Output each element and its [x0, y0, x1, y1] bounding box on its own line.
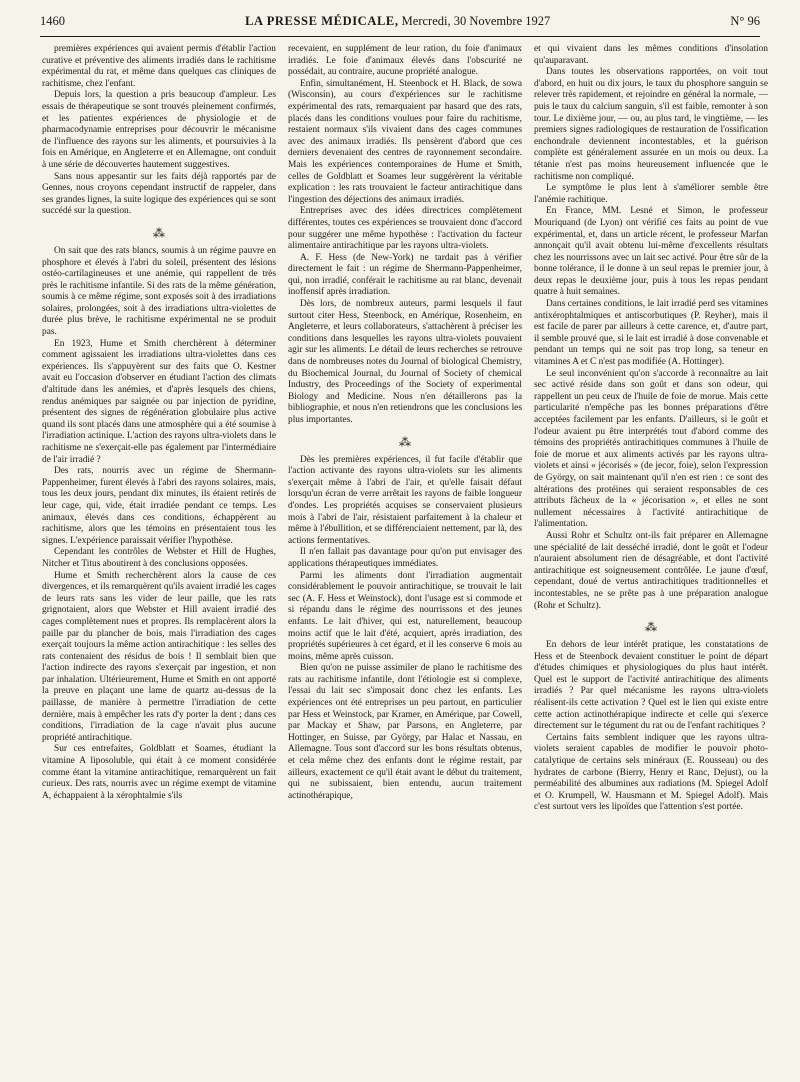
paragraph: Bien qu'on ne puisse assimiler de plano le rachitisme des rats au rachitisme infantile, dont l'étiologie est si complexe, l'essai du lait sec s'imposait donc chez les enfants. Les expériences ont été entreprises un peu partout, en particulier par Hess et Weinstock, par Kramer, en Amérique, par Cowell, par Mackay et Shaw, par Parsons, en Angleterre, par Hottinger, en Suisse, par György, par Halac et Nassau, en Allemagne. Tous sont d'accord sur les bons résultats obtenus, et cela même chez des enfants dont le régime restait, par ailleurs, exactement ce qu'il était avant le début du traitement, qui ne subissaient, bien entendu, aucun traitement actinothérapique, [288, 663, 522, 801]
paragraph: Aussi Rohr et Schultz ont-ils fait préparer en Allemagne une spécialité de lait desséché irradié, dont le goût et l'odeur n'auraient absolument rien de désagréable, et dont l'activité antirachitique est soigneusement contrôlée. Le jaune d'œuf, cependant, doué de vertus antirachitiques traditionnelles et incontestables, ne se prête pas à une préparation analogue (Rohr et Schultz). [534, 530, 768, 611]
paragraph: A. F. Hess (de New-York) ne tardait pas à vérifier directement le fait : un régime de Shermann-Pappenheimer, qui, non irradié, conférait le rachitisme au rat blanc, devenait inoffensif après irradiation. [288, 252, 522, 298]
column-middle [288, 44, 522, 1072]
section-separator: ⁂ [399, 434, 411, 449]
column-left [42, 44, 276, 1072]
paragraph: En dehors de leur intérêt pratique, les constatations de Hess et de Steenbock devaient constituer le point de départ d'études chimiques et physiologiques du plus haut intérêt. Quel est le support de l'activité antirachitique des aliments irradiés ? Par quel mécanisme les rayons ultra-violets réalisent-ils cette activation ? Quel est le lien qui existe entre cette action actinothérapique indirecte et celle qui s'exerce directement sur le tégument du rat ou de l'enfant rachitiques ? [534, 640, 768, 732]
section-separator: ⁂ [153, 225, 165, 240]
column-right [534, 44, 768, 1072]
paragraph: Hume et Smith recherchèrent alors la cause de ces divergences, et ils remarquèrent qu'ils avaient irradié les cages de leurs rats sans les vider de leur paille, que les rats grignotaient, alors que Webster et Hill avaient irradié des cages complètement nues et propres. Ils remplacèrent alors la paille par du plancher de bois, mais l'irradiation des cages exerçait toujours la même action antirachitique : les selles des rats contenaient des résidus de bois ! Il semblait bien que l'action indirecte des rayons s'exerçait par ingestion, et non par inhalation. Ultérieurement, Hume et Smith en ont apporté la preuve en plaçant une lame de quartz au-dessus de la paillasse, de manière à permettre l'irradiation de cette dernière, mais à empêcher les rats d'y porter la dent ; dans ces conditions, l'irradiation de la cage n'avait plus aucune propriété antirachitique. [42, 570, 276, 743]
paragraph: Dans toutes les observations rapportées, on voit tout d'abord, en huit ou dix jours, le taux du phosphore sanguin se relever très rapidement, et rejoindre en général la normale, — puis le taux du calcium sanguin, s'il est faible, remonter à son tour. Le dixième jour, — ou, au plus tard, le vingtième, — les premiers signes radiologiques de restauration de l'ossification enchondrale deviennent incontestables, et la guérison complète est généralement assurée en un mois ou deux. La tétanie n'est pas moins heureusement influencée que le rachitisme non compliqué. [534, 67, 768, 182]
paragraph: En 1923, Hume et Smith cherchèrent à déterminer comment agissaient les irradiations ultra-violettes dans ces expériences. Ils s'appuyèrent sur des faits que O. Kestner avait eu l'occasion d'observer en étudiant l'action des climats d'altitude dans les anémies, et d'après lesquels des chiens, rendus anémiques par saignée ou par injection de pyridine, présentent des signes de régénération globulaire plus active quand ils sont placés dans une atmosphère qui a été soumise à l'irradiation actinique. L'action des rayons ultra-violets dans le rachitisme ne s'exerçait-elle pas également par l'intermédiaire de l'air irradié ? [42, 338, 276, 465]
paragraph: et qui vivaient dans les mêmes conditions d'insolation qu'auparavant. [534, 44, 768, 66]
page-number: 1460 [40, 14, 65, 28]
paragraph: Parmi les aliments dont l'irradiation augmentait considérablement le pouvoir antirachitique, se trouvait le lait sec (A. F. Hess et Weinstock), dont l'usage est si commode et si répandu dans le régime des nourrissons et des jeunes enfants. Le lait d'hiver, qui est, naturellement, beaucoup moins actif que le lait d'été, acquiert, après irradiation, des propriétés supérieures à cet égard, et il les conserve 6 mois au moins, même après cuisson. [288, 570, 522, 662]
paragraph: Depuis lors, la question a pris beaucoup d'ampleur. Les essais de thérapeutique se sont trouvés pleinement confirmés, et les patientes expériences de physiologie et de pharmacodynamie entreprises pour découvrir le mécanisme de l'influence des rayons sur les aliments, et poursuivies à la fois en Amérique, en Angleterre et en Allemagne, ont conduit à une série de découvertes hautement suggestives. [42, 90, 276, 170]
paragraph: Dès les premières expériences, il fut facile d'établir que l'action activante des rayons ultra-violets sur les aliments s'exerçait même à l'abri de l'air, et qu'elle faisait défaut lorsqu'un écran de verre arrêtait les rayons de faible longueur d'ondes. Les propriétés acquises se conservaient plusieurs mois à l'abri de l'air, résistaient parfaitement à la chaleur et même à l'ébullition, et se différenciaient nettement, par là, des actions fermentatives. [288, 454, 522, 546]
paragraph: En France, MM. Lesné et Simon, le professeur Mouriquand (de Lyon) ont vérifié ces faits au point de vue expérimental, et, dans un article récent, le professeur Marfan annonçait qu'il avait obtenu lui-même d'excellents résultats chez les nourrissons avec un lait sec activé. Pour être sûr de la bonne tolérance, il le donne à un seul repas le premier jour, à deux repas le deuxième jour, puis à tous les repas pendant quatre à huit semaines. [534, 206, 768, 298]
section-separator: ⁂ [645, 620, 657, 635]
paragraph: Entreprises avec des idées directrices complètement différentes, toutes ces expériences se trouvaient donc d'accord pour suggérer une même hypothèse : l'activation du facteur alimentaire antirachitique par les rayons ultra-violets. [288, 206, 522, 252]
paragraph: Dans certaines conditions, le lait irradié perd ses vitamines antixérophtalmiques et antiscorbutiques (P. Reyher), mais il est facile de parer par ailleurs à cette carence, et, d'autre part, il semble prouvé que, si le lait est irradié à dose convenable et pendant un temps qui ne soit pas trop long, sa teneur en vitamines A et C n'est pas modifiée (A. Hottinger). [534, 299, 768, 368]
paragraph: Enfin, simultanément, H. Steenbock et H. Black, de sowa (Wisconsin), au cours d'expériences sur le rachitisme expérimental des rats, remarquaient par hasard que des rats, placés dans les conditions voulues pour faire du rachitisme, restaient normaux s'ils vivaient dans des cages communes avec des animaux irradiés. Ils pensèrent d'abord que ces derniers devenaient des centres de rayonnement secondaire. Mais les expériences contemporaines de Hume et Smith, celles de Goldblatt et Soames leur suggérèrent la véritable explication : les rats trouvaient le facteur antirachitique dans l'ingestion des déjections des animaux irradiés. [288, 78, 522, 205]
paragraph: On sait que des rats blancs, soumis à un régime pauvre en phosphore et élevés à l'abri du soleil, présentent des lésions ostéo-cartilagineuses et une anémie, qui rappellent de très près le rachitisme infantile. Si des rats de la même génération, soumis à ce même régime, sont exposés soit à des irradiations solaires, prolongées, soit à des irradiations ultra-violettes de durée plus brève, le rachitisme expérimental ne se produit pas. [42, 245, 276, 338]
journal-title: LA PRESSE MÉDICALE, [245, 14, 399, 28]
paragraph: Cependant les contrôles de Webster et Hill de Hughes, Nitcher et Titus aboutirent à des conclusions opposées. [42, 547, 276, 569]
paragraph: Le seul inconvénient qu'on s'accorde à reconnaître au lait sec activé réside dans son goût et dans son odeur, qui rappellent un peu ceux de l'huile de foie de morue. Mais cette particularité n'empêche pas les bonnes préparations d'être acceptées facilement par les enfants. D'ailleurs, si le goût et l'odeur avaient pu être interprétés tout d'abord comme des témoins des propriétés antirachitiques communes à l'huile de foie de morue et aux aliments activés par les rayons ultra-violets et ainsi « jécorisés » (de jecor, foie), selon l'expression de György, on sait maintenant qu'il n'en est rien : ce sont des altérations des protéines qui seraient responsables de ces attributs fâcheux de la « jécorisation », et elles ne sont nullement nécessaires à l'activité antirachitique de l'alimentation. [534, 368, 768, 530]
paragraph: recevaient, en supplément de leur ration, du foie d'animaux irradiés. Le foie d'animaux élevés dans l'obscurité ne possédait, au contraire, aucune propriété analogue. [288, 44, 522, 78]
issue-date: Mercredi, 30 Novembre 1927 [401, 14, 551, 28]
paragraph: Dès lors, de nombreux auteurs, parmi lesquels il faut surtout citer Hess, Steenbock, en Amérique, Rosenheim, en Angleterre, et leurs collaborateurs, s'attachèrent à préciser les conditions dans lesquelles les rayons ultra-violets pouvaient agir sur les aliments. Le détail de leurs recherches se retrouve dans de nombreuses notes du Journal of biological Chemistry, du Biochemical Journal, du Journal of Society of chemical Industry, des Proceedings of the Society of experimental Biology and Medicine. Nous n'en détaillerons pas la bibliographie, et nous n'en retiendrons que les conclusions les plus importantes. [288, 299, 522, 425]
paragraph: premières expériences qui avaient permis d'établir l'action curative et préventive des aliments irradiés dans le rachitisme expérimental du rat, et même dans quelques cas cliniques de rachitisme, chez l'enfant. [42, 44, 276, 89]
paragraph: Il n'en fallait pas davantage pour qu'on put envisager des applications thérapeutiques immédiates. [288, 547, 522, 569]
journal-title-line [245, 14, 550, 29]
text-columns [42, 44, 768, 1072]
paragraph: Sans nous appesantir sur les faits déjà rapportés par de Gennes, nous croyons cependant instructif de rappeler, dans ses grandes lignes, la suite logique des expériences qui se sont succédé sur la question. [42, 171, 276, 217]
page-header [40, 14, 760, 34]
paragraph: Le symptôme le plus lent à s'améliorer semble être l'anémie rachitique. [534, 183, 768, 205]
header-rule [40, 36, 760, 37]
paragraph: Sur ces entrefaites, Goldblatt et Soames, étudiant la vitamine A liposoluble, qui était à ce moment considérée comme étant la vitamine antirachitique, remarquèrent un fait curieux. Des rats, nourris avec un régime exempt de vitamine A, échappaient à la xérophtalmie s'ils [42, 744, 276, 801]
issue-number: N° 96 [730, 14, 760, 28]
paragraph: Des rats, nourris avec un régime de Shermann-Pappenheimer, furent élevés à l'abri des rayons solaires, mais, tous les deux jours, pendant dix minutes, ils étaient retirés de leur cage, qui, vide, était irradiée pendant ce temps. Les animaux, élevés dans ces conditions, échappèrent au rachitisme, alors que les témoins en présentaient tous les signes. L'expérience paraissait vérifier l'hypothèse. [42, 466, 276, 546]
paragraph: Certains faits semblent indiquer que les rayons ultra-violets seraient capables de modifier le pouvoir photo-catalytique de certains sels minéraux (E. Rousseau) ou des hydrates de carbone (Bierry, Henry et Ranc, Dejust), ou la perméabilité des albumines aux radiations (M. Spiegel Adolf et O. Krumpell, W. Hausmann et M. Spiegel Adolf). Mais c'est surtout vers les lipoïdes que l'attention s'est portée. [534, 732, 768, 813]
